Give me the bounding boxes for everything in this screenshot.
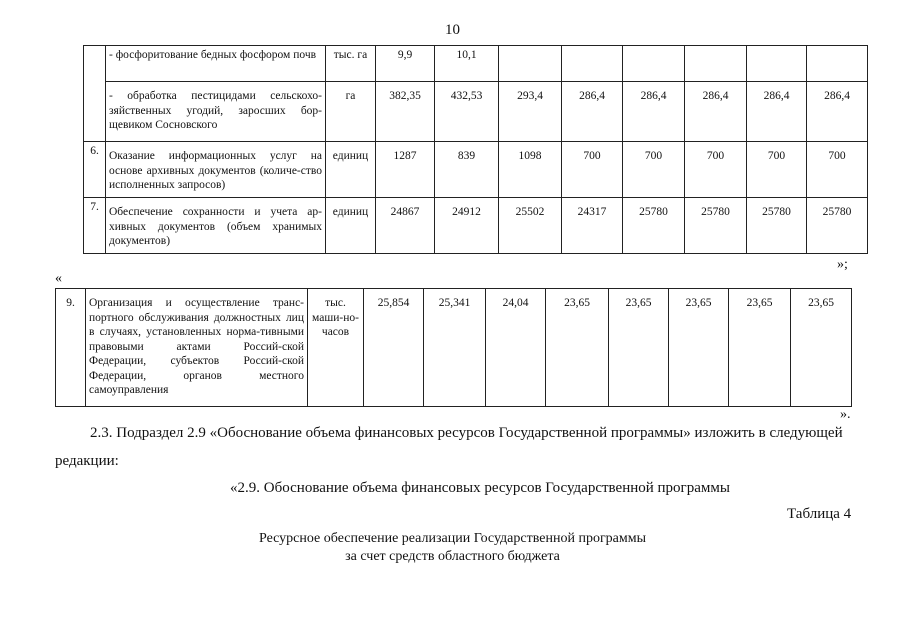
row-number (84, 46, 106, 82)
value-cell: 286,4 (747, 82, 807, 142)
unit-cell: единиц (326, 142, 376, 198)
value-cell: 9,9 (376, 46, 435, 82)
value-cell: 10,1 (435, 46, 499, 82)
row-number: 9. (56, 289, 86, 407)
value-cell: 432,53 (435, 82, 499, 142)
value-cell: 25780 (807, 198, 868, 254)
value-cell: 25502 (499, 198, 562, 254)
value-cell: 24,04 (486, 289, 546, 407)
value-cell (623, 46, 685, 82)
opening-quote: « (55, 271, 62, 286)
value-cell: 286,4 (623, 82, 685, 142)
value-cell (807, 46, 868, 82)
value-cell: 23,65 (791, 289, 852, 407)
value-cell: 839 (435, 142, 499, 198)
value-cell: 23,65 (669, 289, 729, 407)
unit-cell: тыс. га (326, 46, 376, 82)
value-cell (499, 46, 562, 82)
unit-cell: тыс. маши-но-часов (308, 289, 364, 407)
value-cell (685, 46, 747, 82)
value-cell: 286,4 (685, 82, 747, 142)
page-number: 10 (445, 22, 460, 38)
table-row (84, 142, 868, 198)
row-number: 6. (84, 142, 106, 198)
indicators-table-lower (55, 288, 852, 407)
resource-title-line1: Ресурсное обеспечение реализации Государственной программы (258, 531, 647, 546)
unit-cell: единиц (326, 198, 376, 254)
amendment-paragraph-continuation: редакции: (55, 453, 119, 469)
value-cell: 24912 (435, 198, 499, 254)
indicators-table-upper (83, 45, 868, 254)
value-cell: 286,4 (562, 82, 623, 142)
resource-title-line2: за счет средств областного бюджета (345, 549, 560, 564)
value-cell: 700 (562, 142, 623, 198)
indicator-name: Организация и осуществление транс-портного обслуживания должностных лиц в случаях, установленных норма-тивными правовыми актами Россий-ской Федерации, субъектов Россий-ской Федерации, органов местного самоуправления (86, 289, 308, 407)
value-cell: 700 (747, 142, 807, 198)
value-cell: 25780 (623, 198, 685, 254)
unit-cell: га (326, 82, 376, 142)
indicator-name: Оказание информационных услуг на основе архивных документов (количе-ство исполненных запросов) (106, 142, 326, 198)
value-cell: 1098 (499, 142, 562, 198)
table-row (84, 46, 868, 82)
indicator-name: - обработка пестицидами сельскохо-зяйственных угодий, заросших бор-щевиком Сосновского (106, 82, 326, 142)
value-cell: 1287 (376, 142, 435, 198)
section-heading: «2.9. Обоснование объема финансовых ресурсов Государственной программы (230, 480, 730, 496)
table-row (84, 82, 868, 142)
value-cell: 286,4 (807, 82, 868, 142)
value-cell: 700 (807, 142, 868, 198)
value-cell (562, 46, 623, 82)
value-cell: 24867 (376, 198, 435, 254)
value-cell: 382,35 (376, 82, 435, 142)
value-cell: 700 (685, 142, 747, 198)
value-cell: 24317 (562, 198, 623, 254)
value-cell: 23,65 (729, 289, 791, 407)
indicator-name: Обеспечение сохранности и учета ар-хивных документов (объем хранимых документов) (106, 198, 326, 254)
table-row (84, 198, 868, 254)
value-cell: 293,4 (499, 82, 562, 142)
row-number: 7. (84, 198, 106, 254)
table-caption: Таблица 4 (787, 506, 852, 522)
value-cell: 25,854 (364, 289, 424, 407)
value-cell: 700 (623, 142, 685, 198)
value-cell: 25,341 (424, 289, 486, 407)
value-cell: 25780 (685, 198, 747, 254)
table-row (56, 289, 852, 407)
value-cell (747, 46, 807, 82)
closing-quote: ». (840, 407, 851, 422)
indicator-name: - фосфоритование бедных фосфором почв (106, 46, 326, 82)
value-cell: 23,65 (546, 289, 609, 407)
value-cell: 23,65 (609, 289, 669, 407)
value-cell: 25780 (747, 198, 807, 254)
amendment-paragraph: 2.3. Подраздел 2.9 «Обоснование объема финансовых ресурсов Государственной программы» изложить в следующей (90, 425, 843, 441)
closing-quote: »; (837, 257, 848, 272)
row-number (84, 82, 106, 142)
